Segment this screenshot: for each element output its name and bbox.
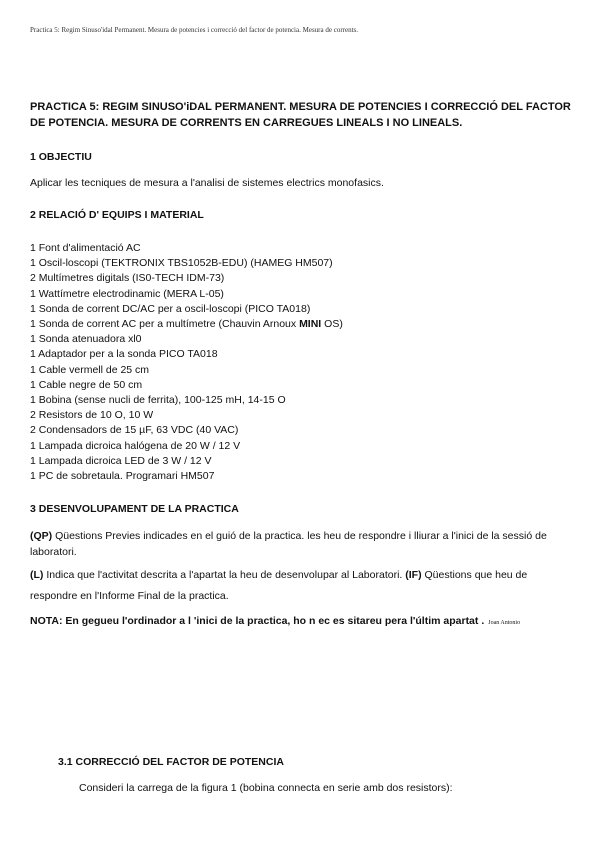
section-heading-equips: 2 RELACIÓ D' EQUIPS I MATERIAL xyxy=(30,209,204,221)
correccio-text: Consideri la carrega de la figura 1 (bobina connecta en serie amb dos resistors): xyxy=(79,782,453,794)
qp-text: Qüestions Previes indicades en el guió de la practica. les heu de respondre i lliurar a l'inici de la sessió de laboratori. xyxy=(30,530,547,558)
list-item: 1 Cable negre de 50 cm xyxy=(30,378,143,391)
list-item-text: l0 xyxy=(133,333,142,346)
list-item-text: 1 Sonda de corrent AC per a multímetre (Chauvin Arnoux xyxy=(30,318,300,331)
l-text: Indica que l'activitat descrita a l'apartat la heu de desenvolupar al Laboratori. xyxy=(43,569,406,581)
subsection-heading-correccio: 3.1 CORRECCIÓ DEL FACTOR DE POTENCIA xyxy=(58,756,284,768)
list-item xyxy=(30,317,343,332)
nota-text: NOTA: En gegueu l'ordinador a l 'inici de la practica, ho n ec es sitareu pera l'últim apartat . xyxy=(30,615,485,627)
list-item: 1 Font d'alimentació AC xyxy=(30,242,141,254)
section-heading-objectiu: 1 OBJECTIU xyxy=(30,151,92,163)
equipment-list xyxy=(30,241,343,484)
objectiu-text: Aplicar les tecniques de mesura a l'analisi de sistemes electrics monofasics. xyxy=(30,177,384,189)
qp-paragraph xyxy=(30,528,575,560)
list-item xyxy=(30,332,343,347)
list-item: 1 Lampada dicroica LED de 3 W / 12 V xyxy=(30,454,212,467)
list-item: 1 Adaptador per a la sonda PICO TA018 xyxy=(30,348,218,361)
l-if-paragraph xyxy=(30,565,575,607)
list-item-text: OS) xyxy=(321,318,343,331)
list-item: 2 Resistors de 10 O, 10 W xyxy=(30,409,154,422)
l-tag: (L) xyxy=(30,569,44,581)
list-item: 1 Oscil-loscopi (TEKTRONIX TBS1052B-EDU) (HAMEG HM507) xyxy=(30,257,333,270)
list-item: 2 Condensadors de 15 µF, 63 VDC (40 VAC) xyxy=(30,424,239,437)
list-item: 1 Cable vermell de 25 cm xyxy=(30,363,150,376)
if-text: Qüestions que heu de respondre en l'Informe Final de la practica. xyxy=(30,569,528,602)
running-header: Practica 5: Regim Sinuso'idal Permanent. Mesura de potencies i correcció del factor de potencia. Mesura de corrents. xyxy=(30,26,359,34)
list-item: 1 Lampada dicroica halógena de 20 W / 12 V xyxy=(30,439,241,452)
document-title: PRACTICA 5: REGIM SINUSO'iDAL PERMANENT. MESURA DE POTENCIES I CORRECCIÓ DEL FACTOR DE POTENCIA. MESURA DE CORRENTS EN CARREGUES LINEALS I NO LINEALS. xyxy=(30,101,571,129)
list-item: 1 PC de sobretaula. Programari HM507 xyxy=(30,470,215,483)
if-tag: (IF) xyxy=(405,569,422,581)
list-item-bold: MINI xyxy=(299,318,322,331)
list-item: 1 Wattímetre electrodinamic (MERA L-05) xyxy=(30,287,224,300)
list-item: 2 Multímetres digitals (IS0-TECH IDM-73) xyxy=(30,272,225,285)
qp-tag: (QP) xyxy=(30,530,53,542)
nota-small-text: Joan Antonio xyxy=(488,620,521,626)
list-item: 1 Bobina (sense nucli de ferrita), 100-125 mH, 14-15 O xyxy=(30,394,286,407)
list-item-text: 1 Sonda atenuadora x xyxy=(30,333,134,346)
nota-paragraph xyxy=(30,613,575,631)
section-heading-desenvolupament: 3 DESENVOLUPAMENT DE LA PRACTICA xyxy=(30,503,239,515)
list-item: 1 Sonda de corrent DC/AC per a oscil-loscopi (PICO TA018) xyxy=(30,302,311,315)
